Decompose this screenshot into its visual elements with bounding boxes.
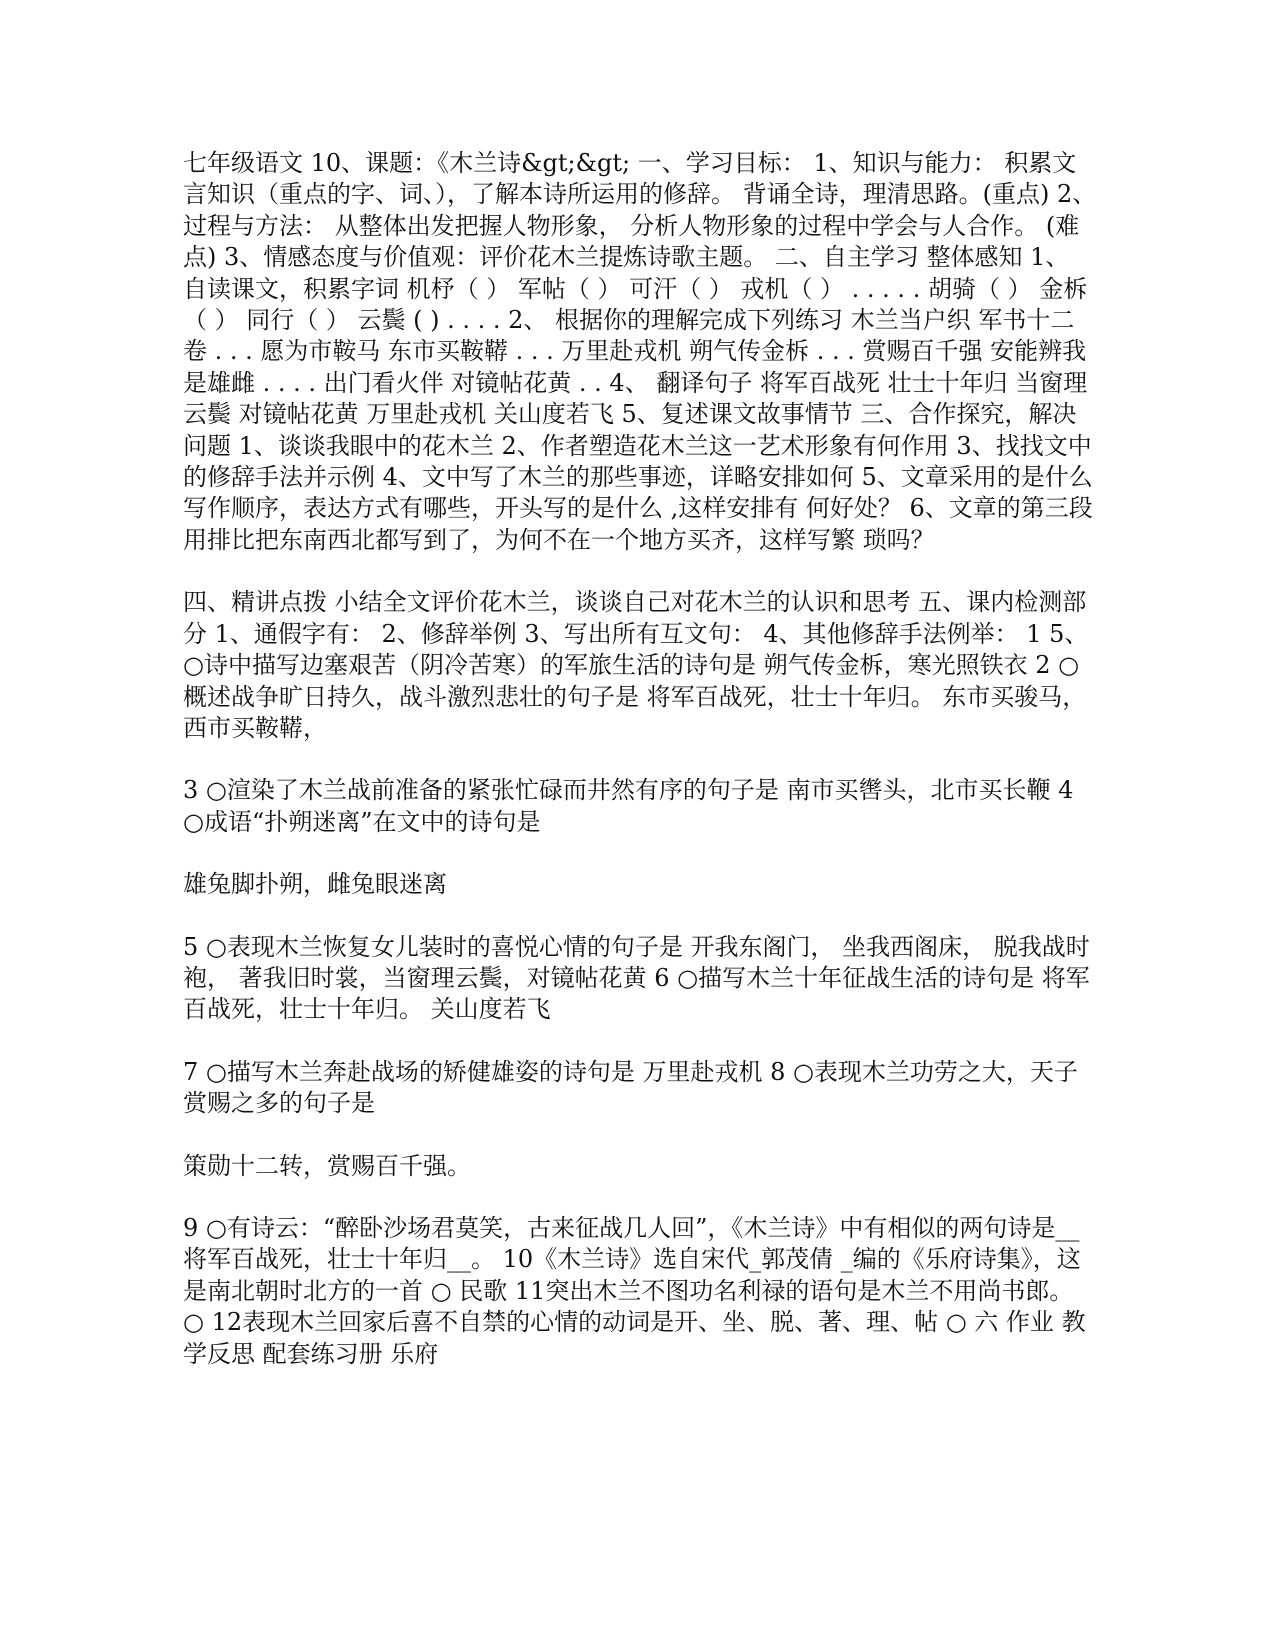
paragraph-answer-4: 雄兔脚扑朔，雌兔眼迷离	[183, 870, 447, 899]
paragraph-question-9-12: 9 ○有诗云：“醉卧沙场君莫笑，古来征战几人回”，《木兰诗》中有相似的两句诗是__将军百战死，壮士十年归__。 10《木兰诗》选自宋代_郭茂倩 _编的《乐府诗集》，这是南北朝时北方的一首 ○ 民歌 11突出木兰不图功名利禄的语句是木兰不用尚书郎。 ○ 12表现木兰回家后喜不自禁的心情的动词是开、坐、脱、著、理、帖 ○ 六 作业 教学反思 配套练习册 乐府	[183, 1213, 1086, 1368]
document-body	[183, 148, 1098, 1401]
paragraph-question-3-4: 3 ○渲染了木兰战前准备的紧张忙碌而井然有序的句子是 南市买辔头，北市买长鞭 4 ○成语“扑朔迷离”在文中的诗句是	[183, 776, 1074, 836]
paragraph-question-7-8: 7 ○描写木兰奔赴战场的矫健雄姿的诗句是 万里赴戎机 8 ○表现木兰功劳之大，天子赏赐之多的句子是	[183, 1057, 1078, 1118]
paragraph-answer-8: 策勋十二转，赏赐百千强。	[183, 1151, 471, 1180]
paragraph-question-5-6: 5 ○表现木兰恢复女儿装时的喜悦心情的句子是 开我东阁门， 坐我西阁床， 脱我战时袍， 著我旧时裳，当窗理云鬓，对镜帖花黄 6 ○描写木兰十年征战生活的诗句是 将军百战死，壮士十年归。 关山度若飞	[183, 932, 1090, 1024]
paragraph-lesson-intro: 七年级语文 10、课题：《木兰诗&gt;&gt; 一、学习目标： 1、知识与能力： 积累文言知识（重点的字、词、），了解本诗所运用的修辞。 背诵全诗，理清思路。(重点) 2、 过程与方法： 从整体出发把握人物形象， 分析人物形象的过程中学会与人合作。 (难 点) 3、情感态度与价值观：评价花木兰提炼诗歌主题。 二、自主学习 整体感知 1、 自读课文，积累字词 机杼（ ） 军帖（ ） 可汗（ ） 戎机（ ） . . . . . 胡骑（ ） 金柝（ ） 同行（ ） 云鬓 ( ) . . . . 2、 根据你的理解完成下列练习 木兰当户织 军书十二卷 . . . 愿为市鞍马 东市买鞍鞯 . . . 万里赴戎机 朔气传金柝 . . . 赏赐百千强 安能辨我是雄雌 . . . . 出门看火伴 对镜帖花黄 . . 4、 翻译句子 将军百战死 壮士十年归 当窗理云鬓 对镜帖花黄 万里赴戎机 关山度若飞 5、复述课文故事情节 三、合作探究，解决问题 1、谈谈我眼中的花木兰 2、作者塑造花木兰这一艺术形象有何作用 3、找找文中的修辞手法并示例 4、文中写了木兰的那些事迹，详略安排如何 5、文章采用的是什么写作顺序，表达方式有哪些，开头写的是什么 ,这样安排有 何好处？ 6、文章的第三段用排比把东南西北都写到了，为何不在一个地方买齐，这样写繁 琐吗？	[183, 149, 1097, 554]
paragraph-key-points: 四、精讲点拨 小结全文评价花木兰，谈谈自己对花木兰的认识和思考 五、课内检测部分 1、通假字有： 2、修辞举例 3、写出所有互文句： 4、其他修辞手法例举： 1 5、○诗中描写边塞艰苦（阴冷苦寒）的军旅生活的诗句是 朔气传金柝，寒光照铁衣 2 ○概述战争旷日持久，战斗激烈悲壮的句子是 将军百战死，壮士十年归。 东市买骏马，西市买鞍鞯，	[183, 588, 1089, 742]
